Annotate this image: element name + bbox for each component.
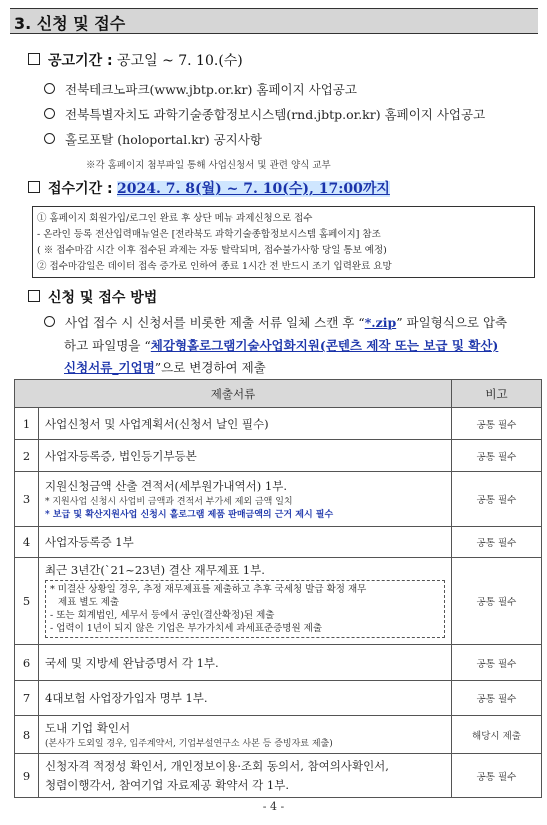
table-row: 2 사업자등록증, 법인등기부등본 공통 필수 <box>15 440 542 472</box>
info-line: - 온라인 등록 전산입력매뉴얼은 [전라북도 과학기술종합정보시스템 홈페이지] 참조 <box>37 229 381 240</box>
notice-bullet-1: 전북테크노파크(www.jbtp.or.kr) 홈페이지 사업공고 <box>44 80 357 98</box>
method-heading <box>28 287 157 307</box>
notice-bullet-2: 전북특별자치도 과학기술종합정보시스템(rnd.jbtp.or.kr) 홈페이지 사업공고 <box>44 105 485 123</box>
method-label: 신청 및 접수 방법 <box>48 290 158 306</box>
section-title: 3. 신청 및 접수 <box>14 14 126 33</box>
table-row: 9 신청자격 적정성 확인서, 개인정보이용·조회 동의서, 참여의사확인서, 청렴이행각서, 참여기업 자료제공 확약서 각 1부. 공통 필수 <box>15 754 542 798</box>
reception-period-label: 접수기간 : <box>48 181 113 197</box>
circle-bullet-icon <box>44 108 55 119</box>
table-header-row <box>15 380 542 408</box>
reception-period-value: 2024. 7. 8(월) ~ 7. 10(수), 17:00까지 <box>117 181 390 197</box>
financial-note-box: * 미결산 상황일 경우, 추정 재무제표를 제출하고 추후 국세청 발급 확정 재무 제표 별도 제출 - 또는 회계법인, 세무서 등에서 공인(결산확정)된 제출 - 업력이 1년이 되지 않은 기업은 부가가치세 과세표준증명원 제출 <box>45 580 445 638</box>
filename-format-part2: 신청서류_기업명 <box>64 360 155 375</box>
info-line: ( ※ 접수마감 시간 이후 접수된 과제는 자동 탈락되며, 접수불가사항 당일 통보 예정) <box>37 245 387 256</box>
method-line-1: 사업 접수 시 신청서를 비롯한 제출 서류 일체 스캔 후 “*.zip” 파일형식으로 압축 <box>44 313 507 331</box>
method-line-2: 하고 파일명을 “체감형홀로그램기술사업화지원(콘텐츠 제작 또는 보급 및 확산) <box>64 338 499 353</box>
checkbox-square-icon <box>28 53 40 65</box>
checkbox-square-icon <box>28 290 40 302</box>
zip-format: *.zip <box>364 315 397 330</box>
notice-period-prefix: 공고일 <box>117 53 158 69</box>
circle-bullet-icon <box>44 316 55 327</box>
table-row: 8 도내 기업 확인서 (본사가 도외일 경우, 입주계약서, 기업부설연구소 사본 등 증빙자료 제출) 해당시 제출 <box>15 716 542 754</box>
page-number: - 4 - <box>262 800 285 813</box>
notice-footnote: ※각 홈페이지 첨부파일 통해 사업신청서 및 관련 양식 교부 <box>86 160 331 171</box>
table-row: 4 사업자등록증 1부 공통 필수 <box>15 527 542 558</box>
notice-period-date: ~ 7. 10.(수) <box>162 53 243 69</box>
checkbox-square-icon <box>28 181 40 193</box>
table-row: 5 최근 3년간(`21~23년) 결산 재무제표 1부. * 미결산 상황일 경우, 추정 재무제표를 제출하고 추후 국세청 발급 확정 재무 제표 별도 제출 - 또는 회계법인, 세무서 등에서 공인(결산확정)된 제출 - 업력이 1년이 되지 않은 기업은 부가가치세 과세표준증명원 제출 공통 필수 <box>15 558 542 645</box>
table-row: 1 사업신청서 및 사업계획서(신청서 날인 필수) 공통 필수 <box>15 408 542 440</box>
reception-info-box <box>32 206 535 278</box>
table-row: 7 4대보험 사업장가입자 명부 1부. 공통 필수 <box>15 681 542 716</box>
header-documents: 제출서류 <box>15 380 452 408</box>
submission-documents-table <box>14 379 542 798</box>
filename-format-part1: 체감형홀로그램기술사업화지원(콘텐츠 제작 또는 보급 및 확산) <box>150 338 499 353</box>
circle-bullet-icon <box>44 83 55 94</box>
notice-bullet-3: 홀로포탈 (holoportal.kr) 공지사항 <box>44 130 262 148</box>
method-line-3: 신청서류_기업명”으로 변경하여 제출 <box>64 360 266 375</box>
reception-period-heading <box>28 178 390 198</box>
table-row: 6 국세 및 지방세 완납증명서 각 1부. 공통 필수 <box>15 645 542 681</box>
header-remark: 비고 <box>452 380 542 408</box>
circle-bullet-icon <box>44 133 55 144</box>
notice-period-heading <box>28 50 243 70</box>
info-line: ① 홈페이지 회원가입/로그인 완료 후 상단 메뉴 과제신청으로 접수 <box>37 213 313 224</box>
table-row: 3 지원신청금액 산출 견적서(세부원가내역서) 1부. * 지원사업 신청시 사업비 금액과 견적서 부가세 제외 금액 일치 * 보급 및 확산지원사업 신청시 홀로그램 제품 판매금액의 근거 제시 필수 공통 필수 <box>15 472 542 527</box>
info-line: ② 접수마감일은 데이터 접속 증가로 인하여 종료 1시간 전 반드시 조기 입력완료 요망 <box>37 261 392 272</box>
notice-period-label: 공고기간 : <box>48 53 113 69</box>
